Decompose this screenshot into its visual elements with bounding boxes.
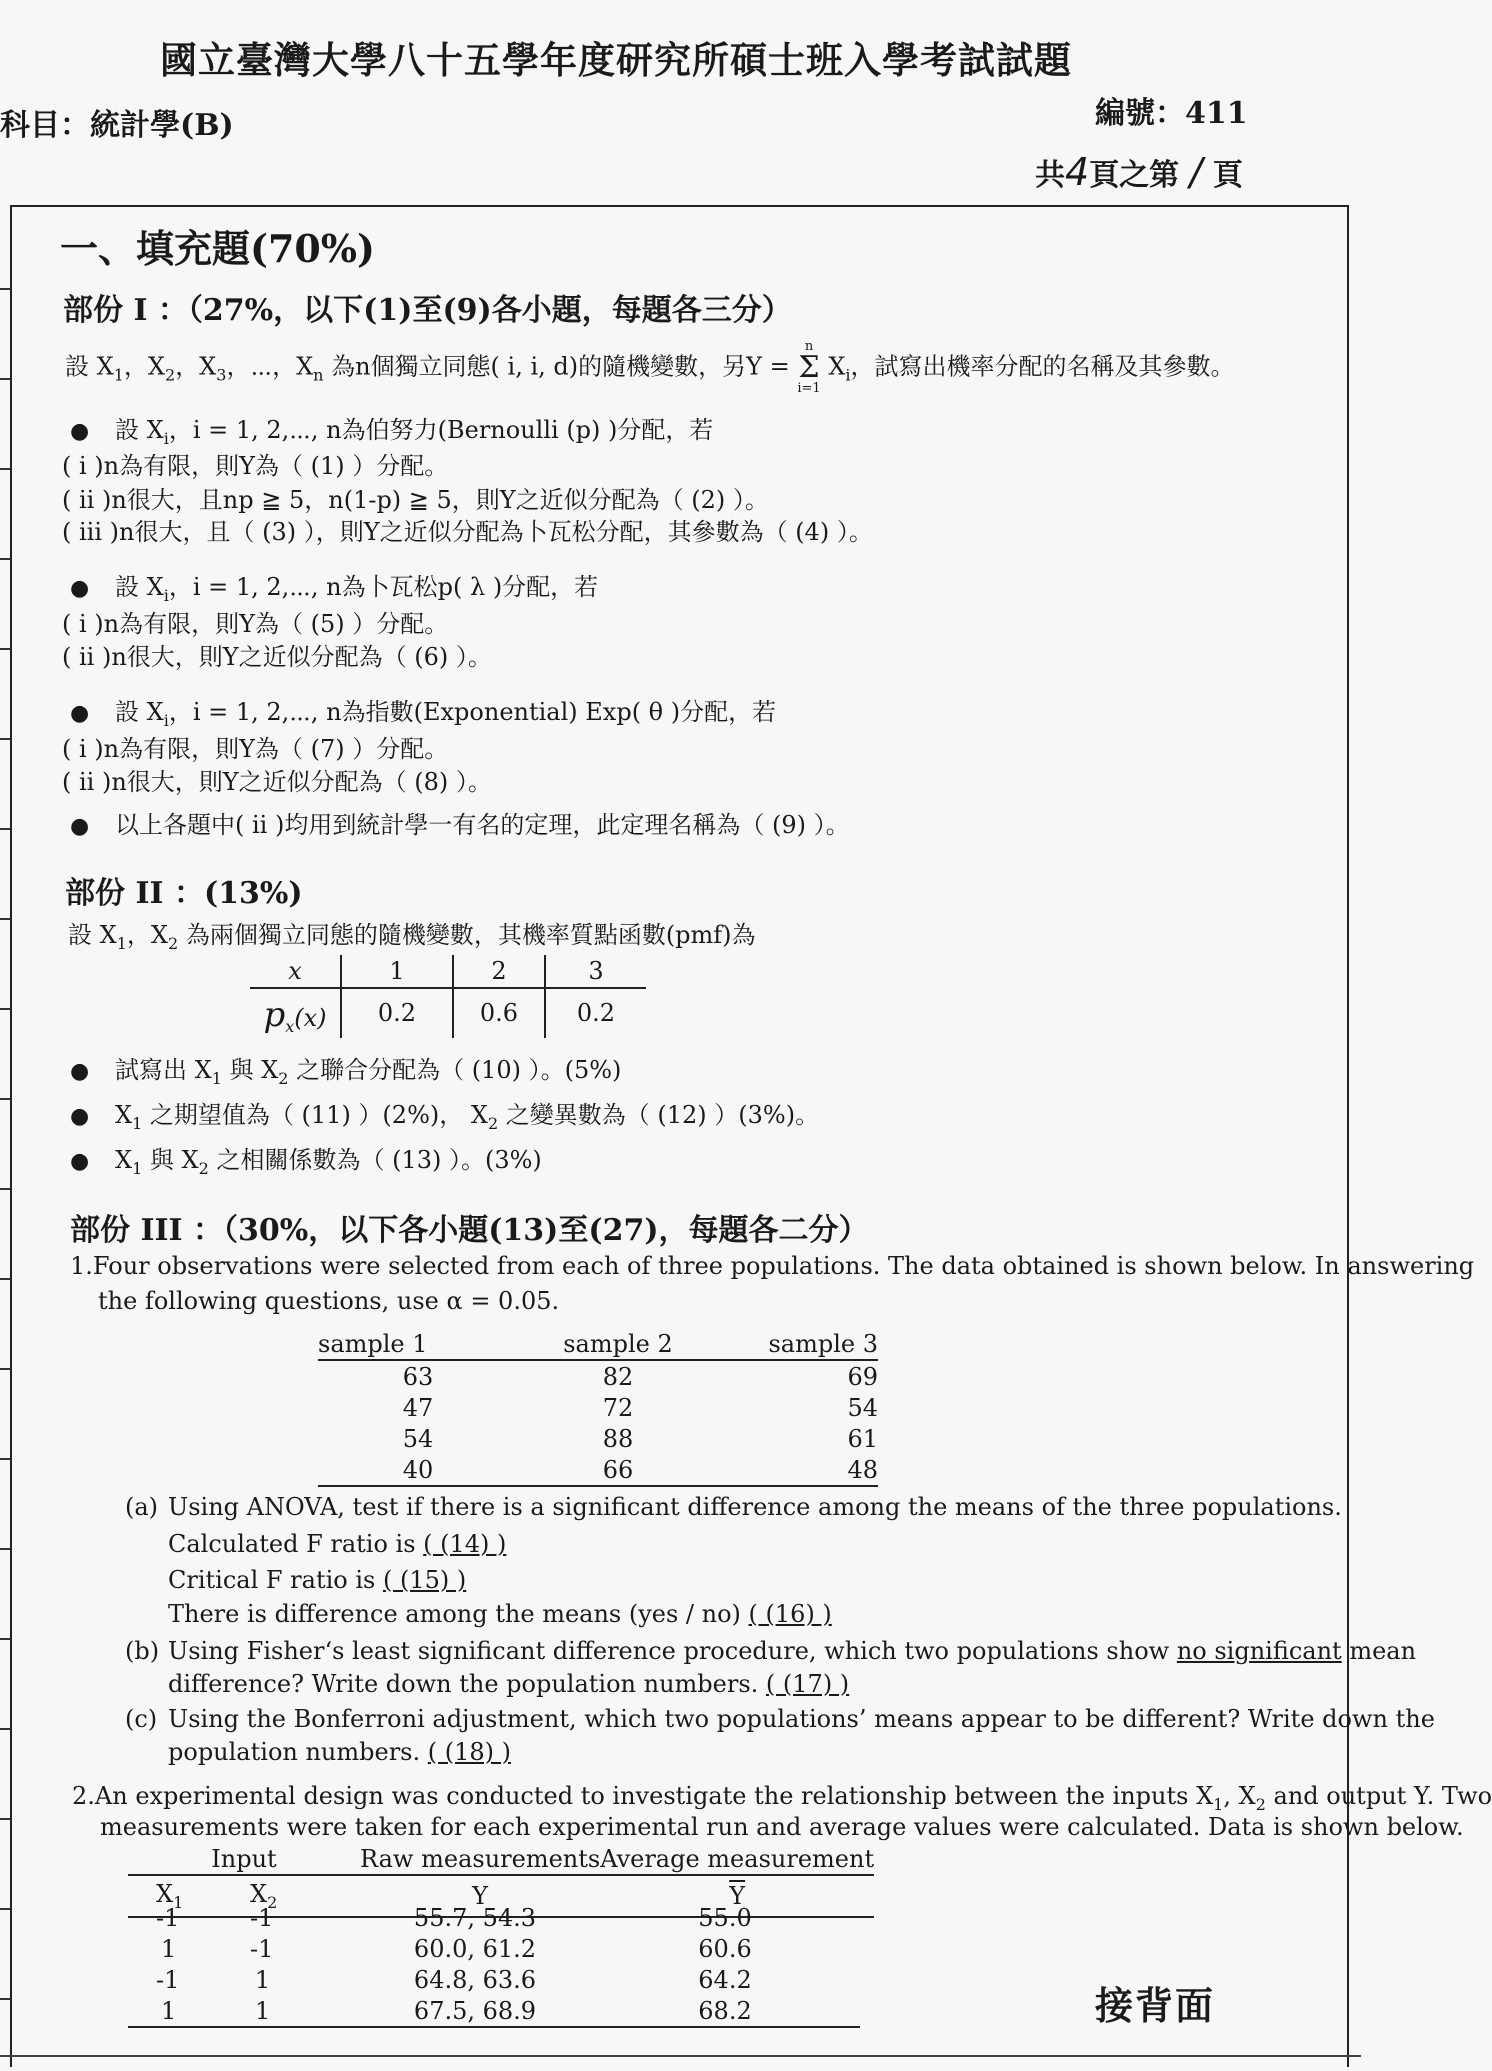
- pmf-x-label: x: [250, 955, 341, 988]
- qa-critical: Critical F ratio is ( (15) ): [168, 1566, 467, 1594]
- exponential-i: ( i )n為有限，則Y為（ (7) ）分配。: [62, 735, 449, 763]
- part2-intro: 設 $X_1$，$X_2$ 為兩個獨立同態的隨機變數，其機率質點函數(pmf)為: [68, 921, 756, 953]
- pmf-x-value: 1: [341, 955, 453, 988]
- qa-label: (a): [125, 1493, 159, 1521]
- pages-total-handwritten: 4: [1065, 150, 1090, 194]
- bernoulli-iii: ( iii )n很大，且（ (3) ），則Y之近似分配為卜瓦松分配，其參數為（ (4) ）。: [62, 518, 873, 546]
- table-row: 1 1 67.5, 68.9 68.2: [128, 1995, 860, 2027]
- qa-difference: There is difference among the means (yes / no) ( (16) ): [168, 1600, 832, 1628]
- question-13: ● $X_1$ 與 $X_2$ 之相關係數為（ (13) ）。(3%): [70, 1140, 542, 1178]
- exponential-ii: ( ii )n很大，則Y之近似分配為（ (8) ）。: [62, 768, 492, 796]
- samples-table: [318, 1328, 878, 1487]
- pmf-p-label: $p_x(x)$: [263, 995, 327, 1036]
- part1-title: 部份 I ：（27%，以下(1)至(9)各小題，每題各三分）: [63, 293, 792, 328]
- bernoulli-ii: ( ii )n很大，且np ≧ 5，n(1-p) ≧ 5，則Y之近似分配為（ (2) ）。: [62, 486, 769, 514]
- pmf-p-value: 0.6: [453, 988, 545, 1038]
- col-x2: $X_2$: [236, 1875, 360, 1917]
- design-table-body: [128, 1902, 860, 2028]
- bullet-theorem: ● 以上各題中( ii )均用到統計學一有名的定理，此定理名稱為（ (9) ）。: [70, 805, 850, 840]
- poisson-ii: ( ii )n很大，則Y之近似分配為（ (6) ）。: [62, 643, 492, 671]
- sample-header: sample 2: [518, 1328, 718, 1360]
- bullet-poisson: ● 設 $X_i$，i = 1, 2,⋯, n為卜瓦松p( λ )分配，若: [70, 567, 598, 605]
- col-ybar: $\overline{Y}$: [600, 1875, 874, 1917]
- pmf-x-value: 2: [453, 955, 545, 988]
- q2-line2: measurements were taken for each experimental run and average values were calculated. Data is shown below.: [100, 1813, 1464, 1841]
- section-title: 一、填充題(70%): [60, 226, 375, 271]
- bernoulli-i: ( i )n為有限，則Y為（ (1) ）分配。: [62, 452, 449, 480]
- pmf-x-value: 3: [545, 955, 646, 988]
- sample-header: sample 1: [318, 1328, 518, 1360]
- part2-title: 部份 II ：(13%): [65, 876, 303, 911]
- continue-on-back-note: 接背面: [1095, 1983, 1216, 2028]
- group-raw: Raw measurements: [360, 1843, 600, 1875]
- table-row: 63 82 69: [402, 1362, 878, 1391]
- bullet-exponential: ● 設 $X_i$，i = 1, 2,⋯, n為指數(Exponential) Exp( θ )分配，若: [70, 692, 776, 730]
- col-x1: $X_1$: [128, 1875, 236, 1917]
- page-count: 共4頁之第 / 頁: [1035, 150, 1243, 194]
- poisson-i: ( i )n為有限，則Y為（ (5) ）分配。: [62, 610, 449, 638]
- exam-title: 國立臺灣大學八十五學年度研究所碩士班入學考試試題: [160, 38, 1072, 82]
- table-row: 40 66 48: [318, 1454, 878, 1486]
- q1-line1: 1.Four observations were selected from each of three populations. The data obtained is shown below. In answering: [70, 1252, 1475, 1280]
- question-11-12: ● $X_1$ 之期望值為（ (11) ）(2%)， $X_2$ 之變異數為（ (12) ）(3%)。: [70, 1095, 819, 1133]
- summation-symbol: n Σ i=1: [797, 339, 821, 396]
- qc-text-1: Using the Bonferroni adjustment, which two populations’ means appear to be different? Write down the: [168, 1705, 1435, 1733]
- part1-intro: 設 $X_1$，$X_2$，$X_3$，⋯，$X_n$ 為n個獨立同態( i, i, d)的隨機變數，另Y = n Σ i=1 $X_i$，試寫出機率分配的名稱及其參數。: [65, 339, 1235, 396]
- pages-current-handwritten: /: [1189, 150, 1203, 194]
- pmf-table: [250, 955, 646, 1038]
- table-row: -1 -1 55.7, 54.3 55.0: [156, 1903, 752, 1932]
- table-row: 1 -1 60.0, 61.2 60.6: [161, 1934, 752, 1963]
- group-average: Average measurement: [600, 1843, 874, 1875]
- bullet-bernoulli: ● 設 $X_i$，i = 1, 2,⋯, n為伯努力(Bernoulli (p) )分配，若: [70, 410, 713, 448]
- group-input: Input: [128, 1843, 360, 1875]
- exam-subject: 科目：統計學(B): [0, 108, 234, 143]
- exam-code: 編號：411: [1095, 96, 1248, 131]
- table-row: 54 88 61: [402, 1424, 878, 1453]
- page-fold-line: [0, 2055, 1361, 2057]
- table-row: 47 72 54: [402, 1393, 878, 1422]
- pmf-p-value: 0.2: [341, 988, 453, 1038]
- pmf-p-value: 0.2: [545, 988, 646, 1038]
- sample-header: sample 3: [718, 1328, 878, 1360]
- q2-line1: 2.An experimental design was conducted to investigate the relationship between the inputs $X_1$, $X_2$ and output Y. Two: [72, 1782, 1492, 1814]
- qb-text-2: difference? Write down the population numbers. ( (17) ): [168, 1670, 850, 1698]
- qa-text: Using ANOVA, test if there is a significant difference among the means of the three populations.: [168, 1493, 1342, 1521]
- table-row: -1 1 64.8, 63.6 64.2: [156, 1965, 752, 1994]
- qb-label: (b): [125, 1637, 160, 1665]
- qb-text-1: Using Fisher‘s least significant difference procedure, which two populations show no significant mean: [168, 1637, 1417, 1665]
- question-10: ● 試寫出 $X_1$ 與 $X_2$ 之聯合分配為（ (10) ）。(5%): [70, 1050, 621, 1088]
- binding-margin-marks: [0, 200, 10, 2070]
- qa-f-ratio: Calculated F ratio is ( (14) ): [168, 1530, 507, 1558]
- q1-line2: the following questions, use α = 0.05.: [98, 1287, 560, 1315]
- part3-title: 部份 III ：（30%，以下各小題(13)至(27)，每題各二分）: [70, 1213, 869, 1248]
- qc-text-2: population numbers. ( (18) ): [168, 1738, 512, 1766]
- qc-label: (c): [125, 1705, 158, 1733]
- col-y: Y: [360, 1875, 600, 1917]
